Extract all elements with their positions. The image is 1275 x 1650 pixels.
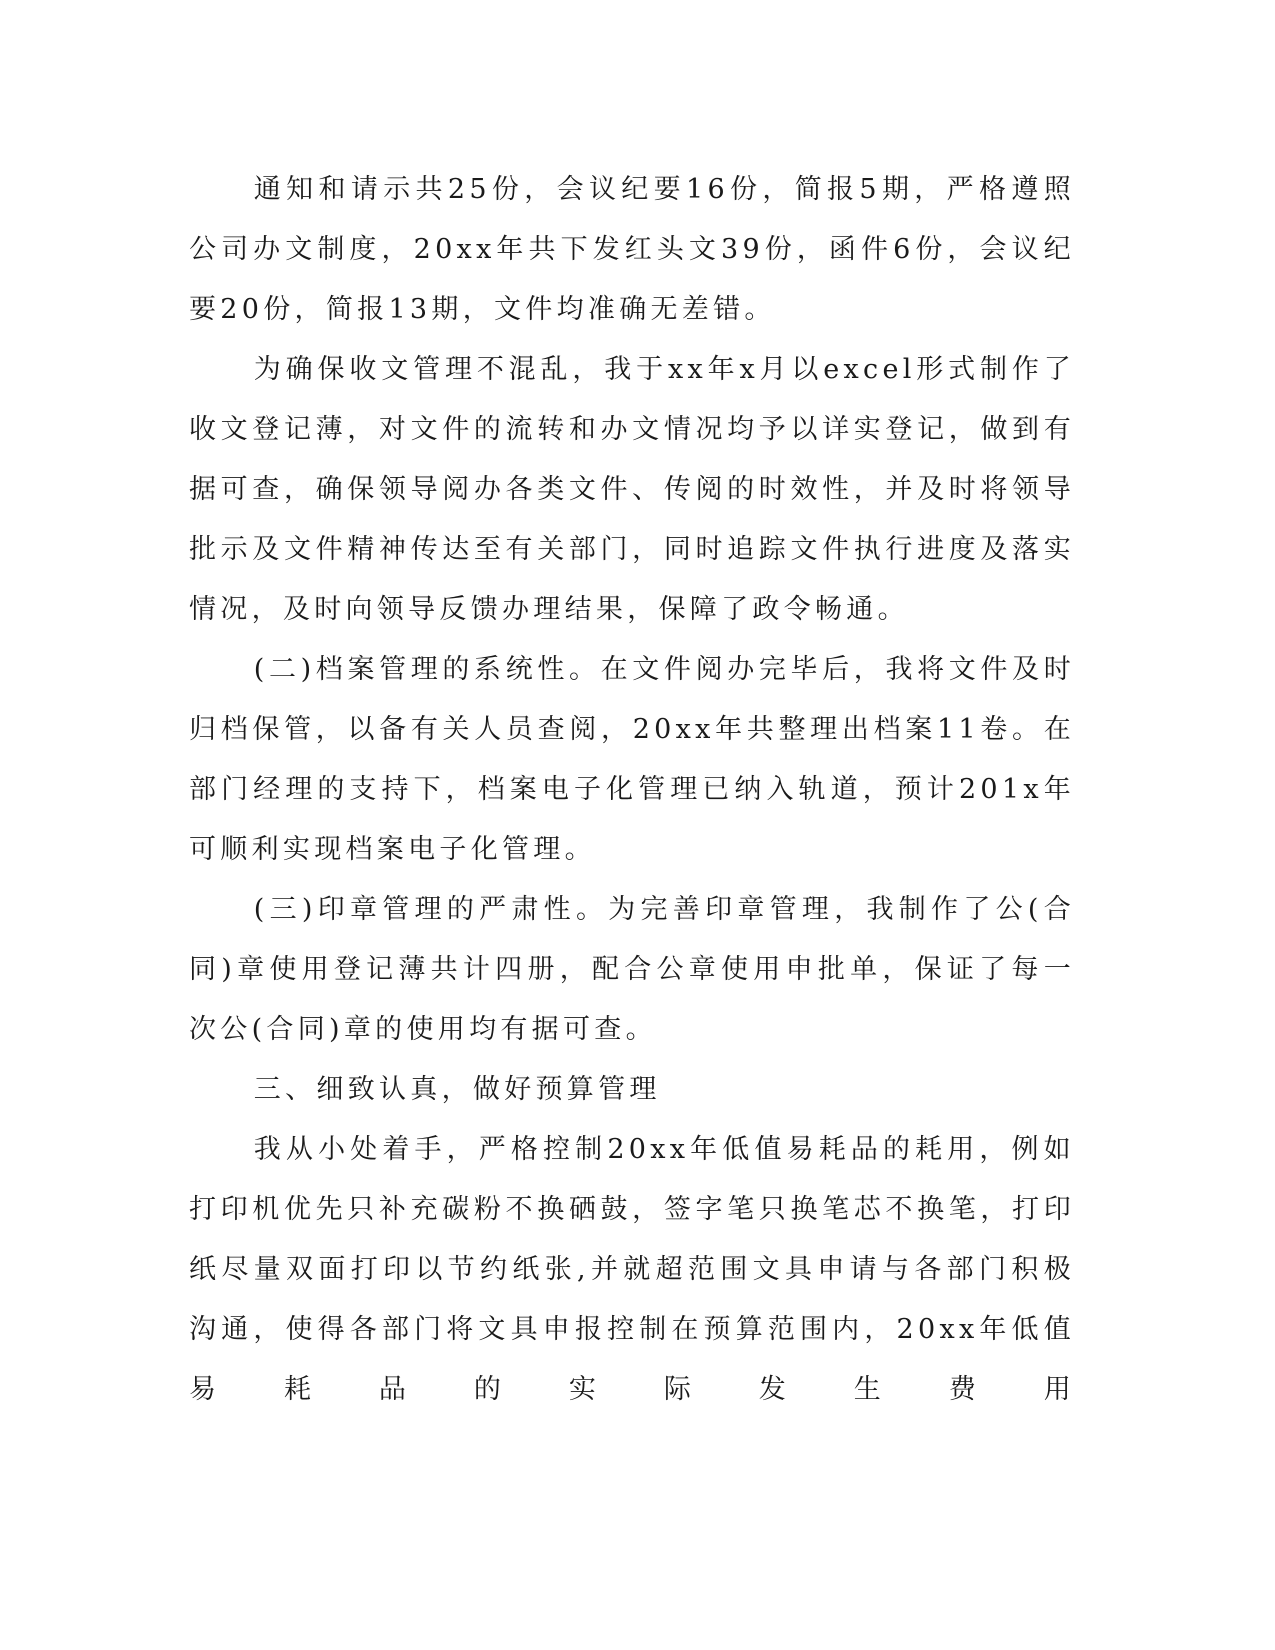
section-heading-budget: 三、细致认真，做好预算管理 bbox=[253, 1074, 661, 1105]
paragraph-document-stats: 通知和请示共25份，会议纪要16份，简报5期，严格遵照公司办文制度，20xx年共下发红头文39份，函件6份，会议纪要20份，简报13期，文件均准确无差错。 bbox=[189, 174, 1075, 325]
paragraph-seal-management: (三)印章管理的严肃性。为完善印章管理，我制作了公(合同)章使用登记薄共计四册，配合公章使用申批单，保证了每一次公(合同)章的使用均有据可查。 bbox=[189, 894, 1075, 1045]
paragraph-incoming-docs: 为确保收文管理不混乱，我于xx年x月以excel形式制作了收文登记薄，对文件的流转和办文情况均予以详实登记，做到有据可查，确保领导阅办各类文件、传阅的时效性，并及时将领导批示及文件精神传达至有关部门，同时追踪文件执行进度及落实情况，及时向领导反馈办理结果，保障了政令畅通。 bbox=[189, 354, 1075, 625]
document-body bbox=[189, 160, 1075, 1420]
paragraph-archive-management: (二)档案管理的系统性。在文件阅办完毕后，我将文件及时归档保管，以备有关人员查阅，20xx年共整理出档案11卷。在部门经理的支持下，档案电子化管理已纳入轨道，预计201x年可顺利实现档案电子化管理。 bbox=[189, 654, 1075, 865]
paragraph-budget-control: 我从小处着手，严格控制20xx年低值易耗品的耗用，例如打印机优先只补充碳粉不换硒鼓，签字笔只换笔芯不换笔，打印纸尽量双面打印以节约纸张,并就超范围文具申请与各部门积极沟通，使得各部门将文具申报控制在预算范围内，20xx年低值易耗品的实际发生费用 bbox=[189, 1134, 1075, 1405]
